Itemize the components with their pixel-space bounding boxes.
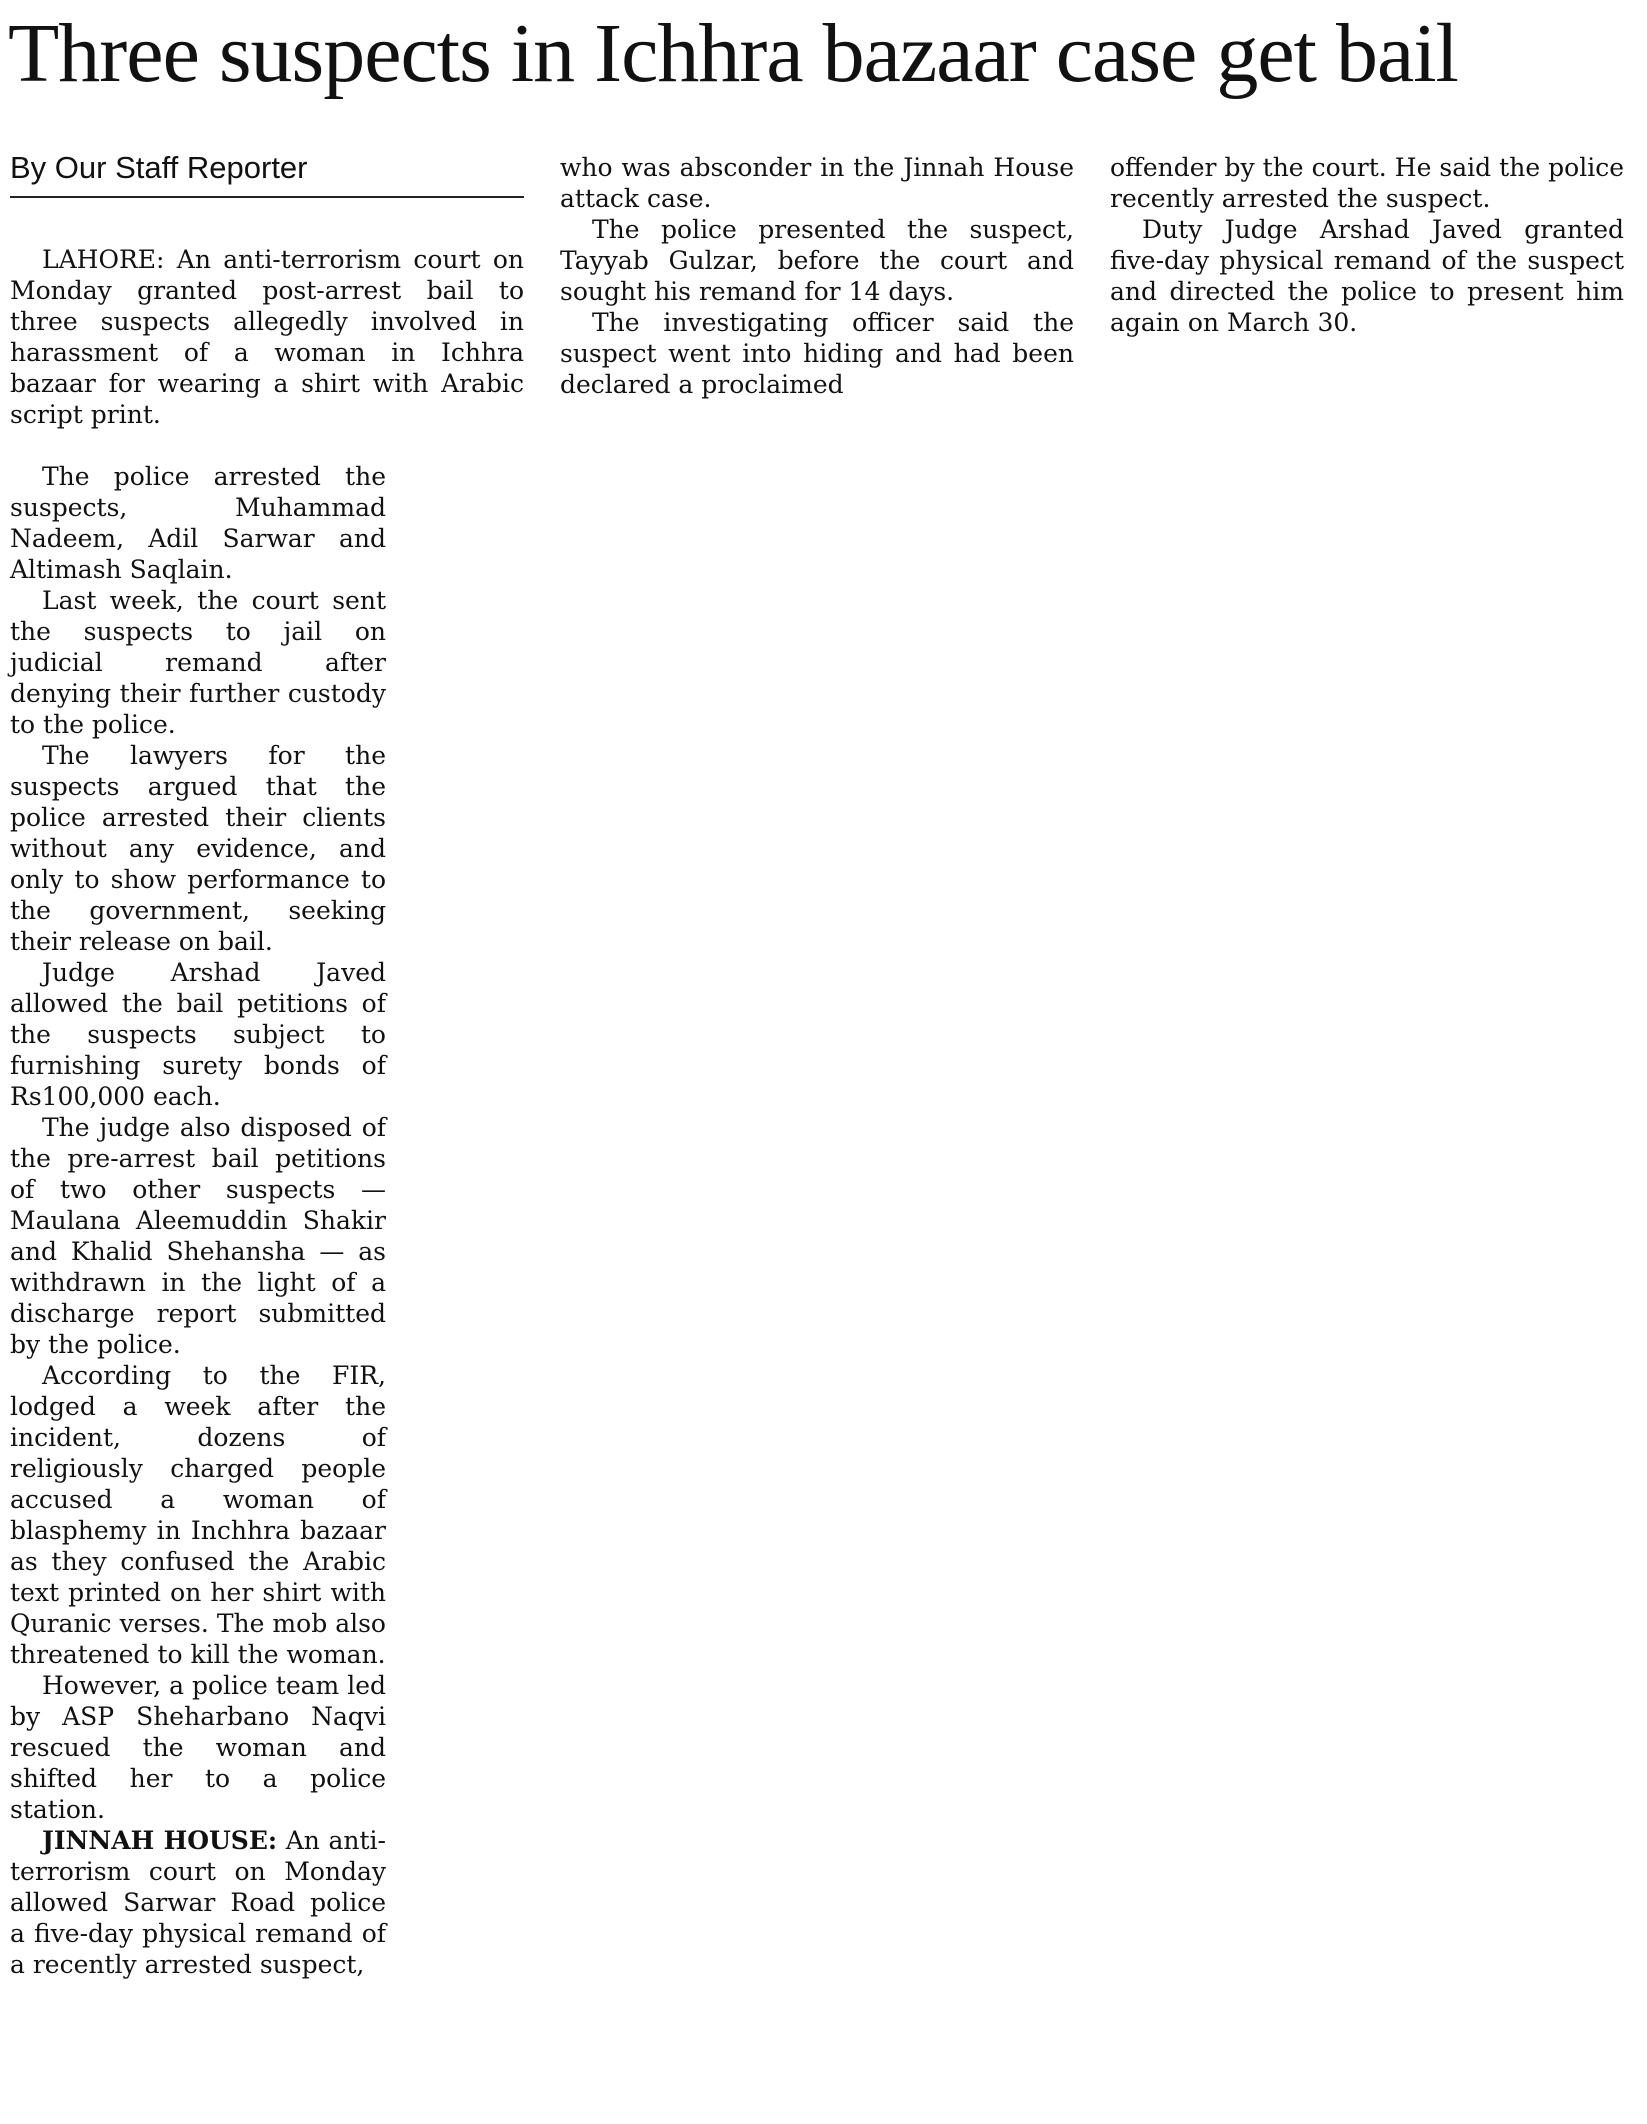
- paragraph-continued: offender by the court. He said the police recently arrested the suspect.: [1110, 153, 1624, 213]
- paragraph: Judge Arshad Javed allowed the bail petitions of the suspects subject to furnishing surety bonds of Rs100,000 each.: [10, 958, 386, 1111]
- headline: Three suspects in Ichhra bazaar case get bail: [8, 7, 1458, 100]
- paragraph: Duty Judge Arshad Javed granted five-day physical remand of the suspect and directed the police to present him again on March 30.: [1110, 215, 1624, 337]
- column-2: [560, 152, 1074, 400]
- paragraph: The lawyers for the suspects argued that the police arrested their clients without any evidence, and only to show performance to the government, seeking their release on bail.: [10, 741, 386, 956]
- column-1: [10, 461, 386, 1980]
- paragraph-jinnah-house: [10, 1825, 386, 1980]
- paragraph-continued: who was absconder in the Jinnah House attack case.: [560, 153, 1074, 213]
- paragraph: According to the FIR, lodged a week after the incident, dozens of religiously charged people accused a woman of blasphemy in Inchhra bazaar as they confused the Arabic text printed on her shirt with Quranic verses. The mob also threatened to kill the woman.: [10, 1361, 386, 1669]
- column-1-lead: [10, 244, 524, 430]
- paragraph: The judge also disposed of the pre-arrest bail petitions of two other suspects — Maulana Aleemuddin Shakir and Khalid Shehansha — as withdrawn in the light of a discharge report submitted by the police.: [10, 1113, 386, 1359]
- paragraph: However, a police team led by ASP Sheharbano Naqvi rescued the woman and shifted her to a police station.: [10, 1671, 386, 1824]
- paragraph: The investigating officer said the suspect went into hiding and had been declared a proclaimed: [560, 308, 1074, 399]
- paragraph: Last week, the court sent the suspects to jail on judicial remand after denying their further custody to the police.: [10, 586, 386, 739]
- paragraph: LAHORE: An anti-terrorism court on Monday granted post-arrest bail to three suspects allegedly involved in harassment of a woman in Ichhra bazaar for wearing a shirt with Arabic script print.: [10, 245, 524, 429]
- section-kicker: JINNAH HOUSE:: [42, 1826, 278, 1855]
- byline: By Our Staff Reporter: [10, 148, 524, 198]
- paragraph: The police presented the suspect, Tayyab Gulzar, before the court and sought his remand for 14 days.: [560, 215, 1074, 306]
- paragraph-text: An anti-terrorism court on Monday allowed Sarwar Road police a five-day physical remand of a recently arrested suspect,: [10, 1826, 386, 1979]
- column-3: [1110, 152, 1624, 338]
- paragraph: The police arrested the suspects, Muhammad Nadeem, Adil Sarwar and Altimash Saqlain.: [10, 462, 386, 584]
